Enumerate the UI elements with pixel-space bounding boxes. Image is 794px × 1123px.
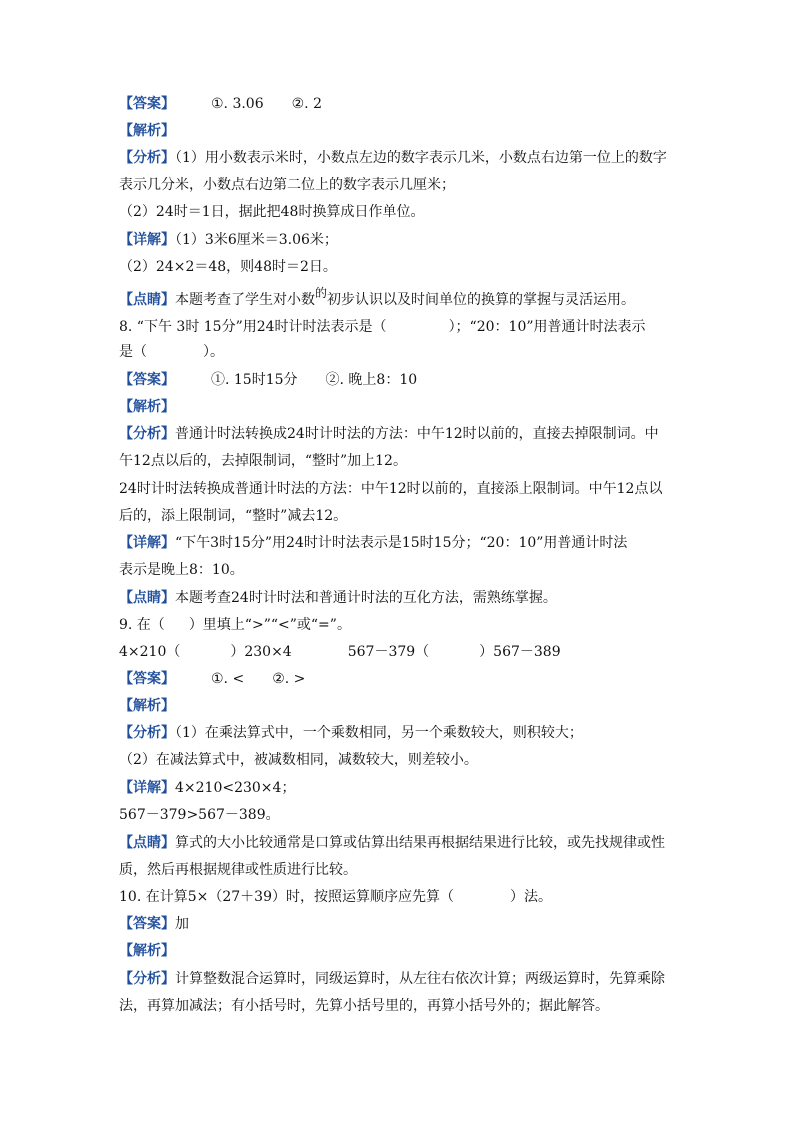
analysis-heading	[119, 942, 175, 960]
xiangjie-line	[119, 534, 627, 552]
answer-tag: 【答案】	[119, 372, 175, 388]
fenxi-text: （1）在乘法算式中，一个乘数相同，另一个乘数较大，则积较大；	[175, 725, 583, 741]
answer-1: 加	[175, 916, 189, 932]
xiangjie-text: 表示是晚上8：10。	[119, 562, 244, 578]
xiangjie-text: 567－379>567－389。	[119, 807, 280, 823]
xiangjie-text: （2）24×2＝48，则48时＝2日。	[119, 259, 337, 275]
xiangjie-tag: 【详解】	[119, 232, 175, 248]
fenxi-line	[119, 425, 659, 443]
answer-1: ①. 15时15分	[211, 372, 298, 388]
fenxi-line	[119, 480, 662, 498]
question-9	[119, 616, 351, 634]
dianjing-text: 本题考查24时计时法和普通计时法的互化方法，需熟练掌握。	[175, 590, 557, 606]
dianjing-tag: 【点睛】	[119, 590, 175, 606]
dianjing-line	[119, 589, 557, 607]
dianjing-text: 算式的大小比较通常是口算或估算出结果再根据结果进行比较，或先找规律或性	[175, 835, 665, 851]
question-text: ）法。	[509, 889, 552, 905]
fenxi-line	[119, 507, 347, 525]
fenxi-text: （1）用小数表示米时，小数点左边的数字表示几米，小数点右边第一位上的数字	[175, 150, 667, 166]
question-text: 是（	[119, 344, 147, 360]
fenxi-line	[119, 203, 424, 221]
question-text: ）。	[203, 344, 224, 360]
question-10	[119, 888, 552, 906]
xiangjie-line	[119, 779, 295, 797]
answer-2: ②. >	[272, 671, 306, 687]
fenxi-line	[119, 724, 583, 742]
xiangjie-line	[119, 561, 244, 579]
fenxi-tag: 【分析】	[119, 725, 175, 741]
answer-2: ②. 2	[291, 96, 322, 112]
fenxi-tag: 【分析】	[119, 971, 175, 987]
answer-1: ①. 3.06	[211, 96, 264, 112]
fenxi-text: 计算整数混合运算时，同级运算时，从左往右依次计算；两级运算时，先算乘除	[175, 971, 665, 987]
fenxi-text: 24时计时法转换成普通计时法的方法：中午12时以前的，直接添上限制词。中午12点以	[119, 481, 663, 497]
expression-2: ）567－389	[479, 644, 561, 660]
dianjing-line	[119, 286, 636, 309]
expression-1: 4×210（	[119, 644, 181, 660]
dianjing-tag: 【点睛】	[119, 292, 175, 308]
jiexi-tag: 【解析】	[119, 698, 175, 714]
fenxi-line	[119, 997, 609, 1015]
answer-line	[119, 915, 189, 933]
question-8	[119, 318, 646, 336]
answer-tag: 【答案】	[119, 671, 175, 687]
fenxi-line	[119, 452, 407, 470]
dianjing-text: 质，然后再根据规律或性质进行比较。	[119, 862, 357, 878]
xiangjie-text: （1）3米6厘米＝3.06米；	[175, 232, 338, 248]
dianjing-line	[119, 834, 665, 852]
question-text: 9. 在（	[119, 617, 165, 633]
answer-1: ①. <	[211, 671, 245, 687]
question-text: 10. 在计算5×（27＋39）时，按照运算顺序应先算（	[119, 889, 454, 905]
fenxi-line	[119, 176, 455, 194]
fenxi-text: （2）在减法算式中，被减数相同，减数较大，则差较小。	[119, 752, 478, 768]
dianjing-sup: 的	[315, 286, 328, 300]
jiexi-tag: 【解析】	[119, 123, 175, 139]
fenxi-line	[119, 970, 665, 988]
fenxi-text: 法，再算加减法；有小括号时，先算小括号里的，再算小括号外的；据此解答。	[119, 998, 609, 1014]
question-8-cont	[119, 343, 224, 361]
dianjing-text: 初步认识以及时间单位的换算的掌握与灵活运用。	[327, 292, 636, 308]
dianjing-line	[119, 861, 357, 879]
fenxi-text: 普通计时法转换成24时计时法的方法：中午12时以前的，直接去掉限制词。中	[175, 426, 659, 442]
xiangjie-tag: 【详解】	[119, 535, 175, 551]
question-text: 8. “下午 3时 15分”用24时计时法表示是（	[119, 319, 387, 335]
dianjing-text: 本题考查了学生对小数	[175, 292, 315, 308]
fenxi-text: 表示几分米，小数点右边第二位上的数字表示几厘米；	[119, 177, 455, 193]
fenxi-text: 后的，添上限制词，“整时”减去12。	[119, 508, 348, 524]
analysis-heading	[119, 697, 175, 715]
jiexi-tag: 【解析】	[119, 399, 175, 415]
xiangjie-line	[119, 258, 337, 276]
jiexi-tag: 【解析】	[119, 943, 175, 959]
fenxi-text: 午12点以后的，去掉限制词，“整时”加上12。	[119, 453, 407, 469]
fenxi-line	[119, 751, 478, 769]
fenxi-line	[119, 149, 667, 167]
fenxi-text: （2）24时＝1日，据此把48时换算成日作单位。	[119, 204, 425, 220]
analysis-heading	[119, 398, 175, 416]
expression-1: ）230×4	[230, 644, 292, 660]
question-9-expressions	[119, 643, 561, 661]
xiangjie-line	[119, 806, 280, 824]
answer-tag: 【答案】	[119, 916, 175, 932]
question-text: ）里填上“>”“<”或“=”。	[188, 617, 351, 633]
analysis-heading	[119, 122, 175, 140]
answer-line	[119, 670, 305, 688]
fenxi-tag: 【分析】	[119, 150, 175, 166]
answer-tag: 【答案】	[119, 96, 175, 112]
xiangjie-text: “下午3时15分”用24时计时法表示是15时15分；“20：10”用普通计时法	[175, 535, 628, 551]
xiangjie-text: 4×210<230×4；	[175, 780, 296, 796]
dianjing-tag: 【点睛】	[119, 835, 175, 851]
fenxi-tag: 【分析】	[119, 426, 175, 442]
answer-2: ②. 晚上8：10	[325, 372, 418, 388]
xiangjie-tag: 【详解】	[119, 780, 175, 796]
answer-line	[119, 95, 322, 113]
answer-line	[119, 371, 417, 389]
question-text: ）；“20：10”用普通计时法表示	[448, 319, 646, 335]
xiangjie-line	[119, 231, 338, 249]
expression-2: 567－379（	[347, 644, 430, 660]
